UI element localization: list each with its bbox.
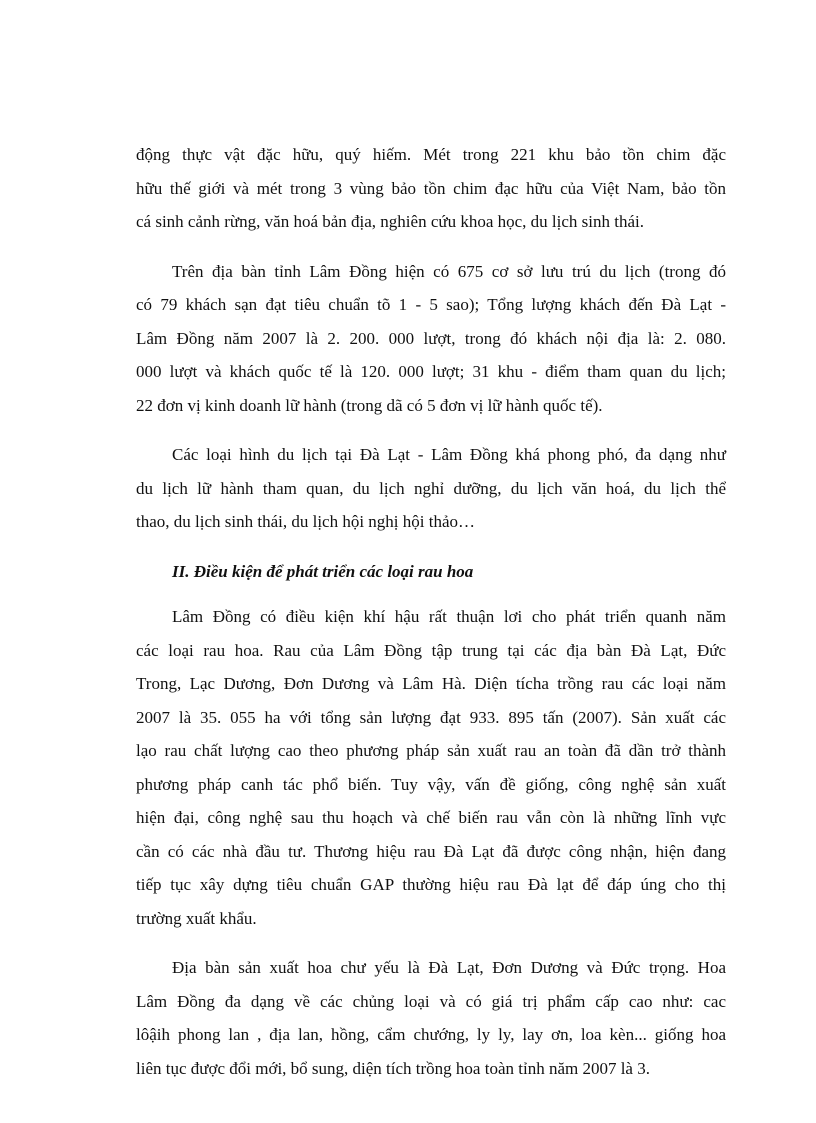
text-line: thao, du lịch sinh thái, du lịch hội nghị hội thảo… [136,512,476,531]
text-line: Lâm Đồng đa dạng về các chủng loại và có giá trị phẩm cấp cao như: cac [136,991,726,1011]
text-line: cần có các nhà đầu tư. Thương hiệu rau Đà Lạt đã được công nhận, hiện đang [136,841,726,861]
text-line: Trên địa bàn tỉnh Lâm Đồng hiện có 675 cơ sở lưu trú du lịch (trong đó [172,261,726,281]
text-line: Trong, Lạc Dương, Đơn Dương và Lâm Hà. Diện tícha trồng rau các loại năm [136,674,726,693]
text-line: các loại rau hoa. Rau của Lâm Đồng tập trung tại các địa bàn Đà Lạt, Đức [136,640,726,660]
paragraph-flowers [136,951,726,1085]
text-line: hiện đại, công nghệ sau thu hoạch và chế biến rau vẫn còn là những lĩnh vực [136,808,726,827]
text-line: cá sinh cảnh rừng, văn hoá bản địa, nghiên cứu khoa học, du lịch sinh thái. [136,212,644,231]
text-line: 000 lượt và khách quốc tế là 120. 000 lượt; 31 khu - điểm tham quan du lịch; [136,362,726,381]
text-line: hữu thế giới và mét trong 3 vùng bảo tồn chim đạc hữu của Việt Nam, bảo tồn [136,178,726,198]
paragraph-accommodation [136,255,726,423]
document-body [136,138,726,1101]
text-line: 2007 là 35. 055 ha với tổng sản lượng đạt 933. 895 tấn (2007). Sản xuất các [136,707,726,727]
text-line: tiếp tục xây dựng tiêu chuẩn GAP thường hiệu rau Đà lạt để đáp úng cho thị [136,875,726,894]
text-line: trường xuất khẩu. [136,908,257,928]
text-line: lôậih phong lan , địa lan, hồng, cẩm chướng, ly ly, lay ơn, loa kèn... giống hoa [136,1025,726,1044]
text-line: phương pháp canh tác phổ biến. Tuy vậy, vấn đề giống, công nghệ sản xuất [136,774,726,794]
text-line: liên tục được đổi mới, bổ sung, diện tích trồng hoa toàn tỉnh năm 2007 là 3. [136,1058,650,1078]
text-line: 22 đơn vị kinh doanh lữ hành (trong dã có 5 đơn vị lữ hành quốc tế). [136,395,603,415]
text-line: động thực vật đặc hữu, quý hiếm. Mét trong 221 khu bảo tồn chim đặc [136,145,726,164]
text-line: du lịch lữ hành tham quan, du lịch nghỉ dưỡng, du lịch văn hoá, du lịch thể [136,478,726,498]
text-line: lạo rau chất lượng cao theo phương pháp sản xuất rau an toàn đã dần trở thành [136,741,726,760]
section-heading: II. Điều kiện để phát triển các loại rau hoa [172,561,474,581]
text-line: Các loại hình du lịch tại Đà Lạt - Lâm Đồng khá phong phó, đa dạng như [172,445,726,464]
text-line: Địa bàn sản xuất hoa chư yếu là Đà Lạt, Đơn Dương và Đức trọng. Hoa [172,958,726,977]
paragraph-biodiversity [136,138,726,239]
text-line: Lâm Đồng năm 2007 là 2. 200. 000 lượt, trong đó khách nội địa là: 2. 080. [136,328,726,348]
paragraph-tourism-types [136,438,726,539]
text-line: có 79 khách sạn đạt tiêu chuẩn tõ 1 - 5 sao); Tổng lượng khách đến Đà Lạt - [136,295,726,314]
paragraph-vegetables [136,600,726,935]
text-line: Lâm Đồng có điều kiện khí hậu rất thuận lơi cho phát triển quanh năm [172,607,726,626]
